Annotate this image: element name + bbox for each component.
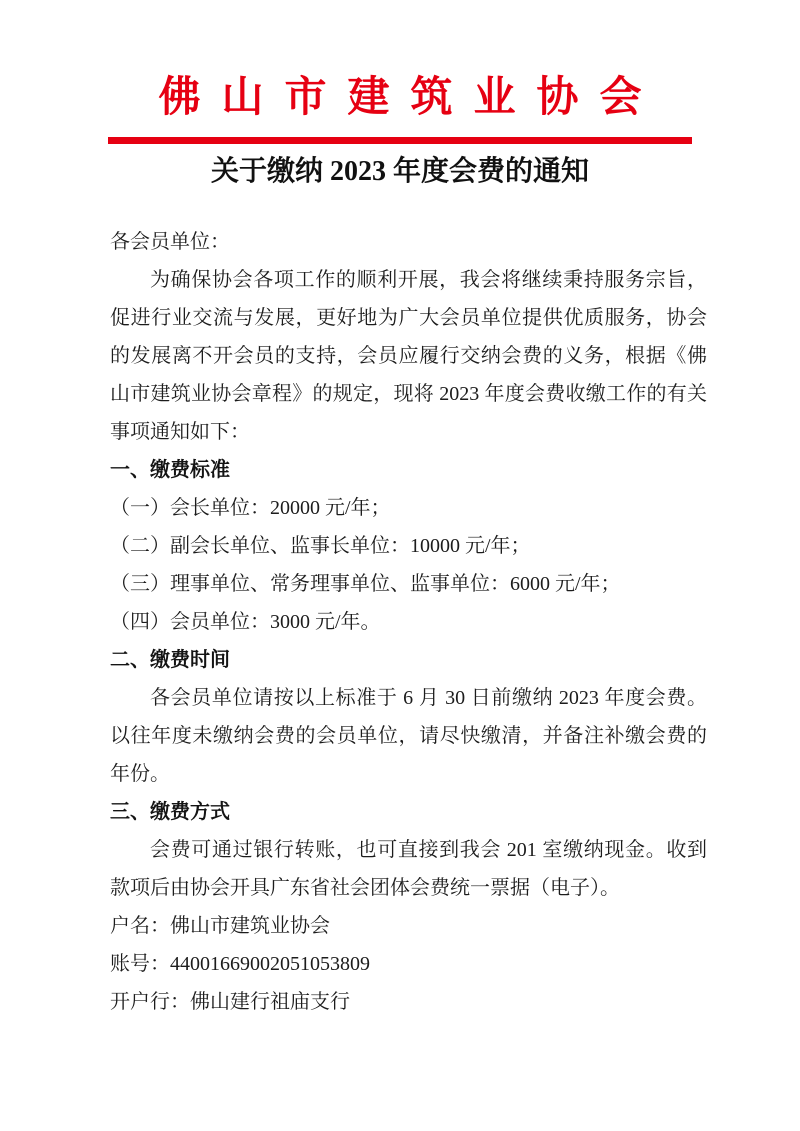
org-title: 佛山市建筑业协会 <box>158 73 663 120</box>
fee-item-director-unit: （三）理事单位、常务理事单位、监事单位：6000 元/年； <box>110 573 621 595</box>
account-number-line: 账号：44001669002051053809 <box>110 953 370 975</box>
section-heading-fee-method: 三、缴费方式 <box>110 801 230 823</box>
doc-title: 关于缴纳 2023 年度会费的通知 <box>210 156 589 187</box>
fee-item-vice-president-unit: （二）副会长单位、监事长单位：10000 元/年； <box>110 535 531 557</box>
salutation: 各会员单位： <box>110 231 230 253</box>
account-holder-line: 户名：佛山市建筑业协会 <box>110 915 330 937</box>
header-divider-rule <box>108 137 692 144</box>
section-heading-fee-time: 二、缴费时间 <box>110 649 230 671</box>
notice-body <box>110 223 707 1021</box>
fee-time-paragraph: 各会员单位请按以上标准于 6 月 30 日前缴纳 2023 年度会费。以往年度未缴纳会费的会员单位，请尽快缴清，并备注补缴会费的年份。 <box>110 687 707 785</box>
section-heading-fee-standard: 一、缴费标准 <box>110 459 230 481</box>
fee-item-president-unit: （一）会长单位：20000 元/年； <box>110 497 391 519</box>
fee-item-member-unit: （四）会员单位：3000 元/年。 <box>110 611 381 633</box>
fee-method-paragraph: 会费可通过银行转账，也可直接到我会 201 室缴纳现金。收到款项后由协会开具广东省社会团体会费统一票据（电子）。 <box>110 839 707 899</box>
account-bank-line: 开户行：佛山建行祖庙支行 <box>110 991 350 1013</box>
intro-paragraph: 为确保协会各项工作的顺利开展，我会将继续秉持服务宗旨，促进行业交流与发展，更好地为广大会员单位提供优质服务，协会的发展离不开会员的支持，会员应履行交纳会费的义务，根据《佛山市建筑业协会章程》的规定，现将 2023 年度会费收缴工作的有关事项通知如下： <box>110 269 707 443</box>
